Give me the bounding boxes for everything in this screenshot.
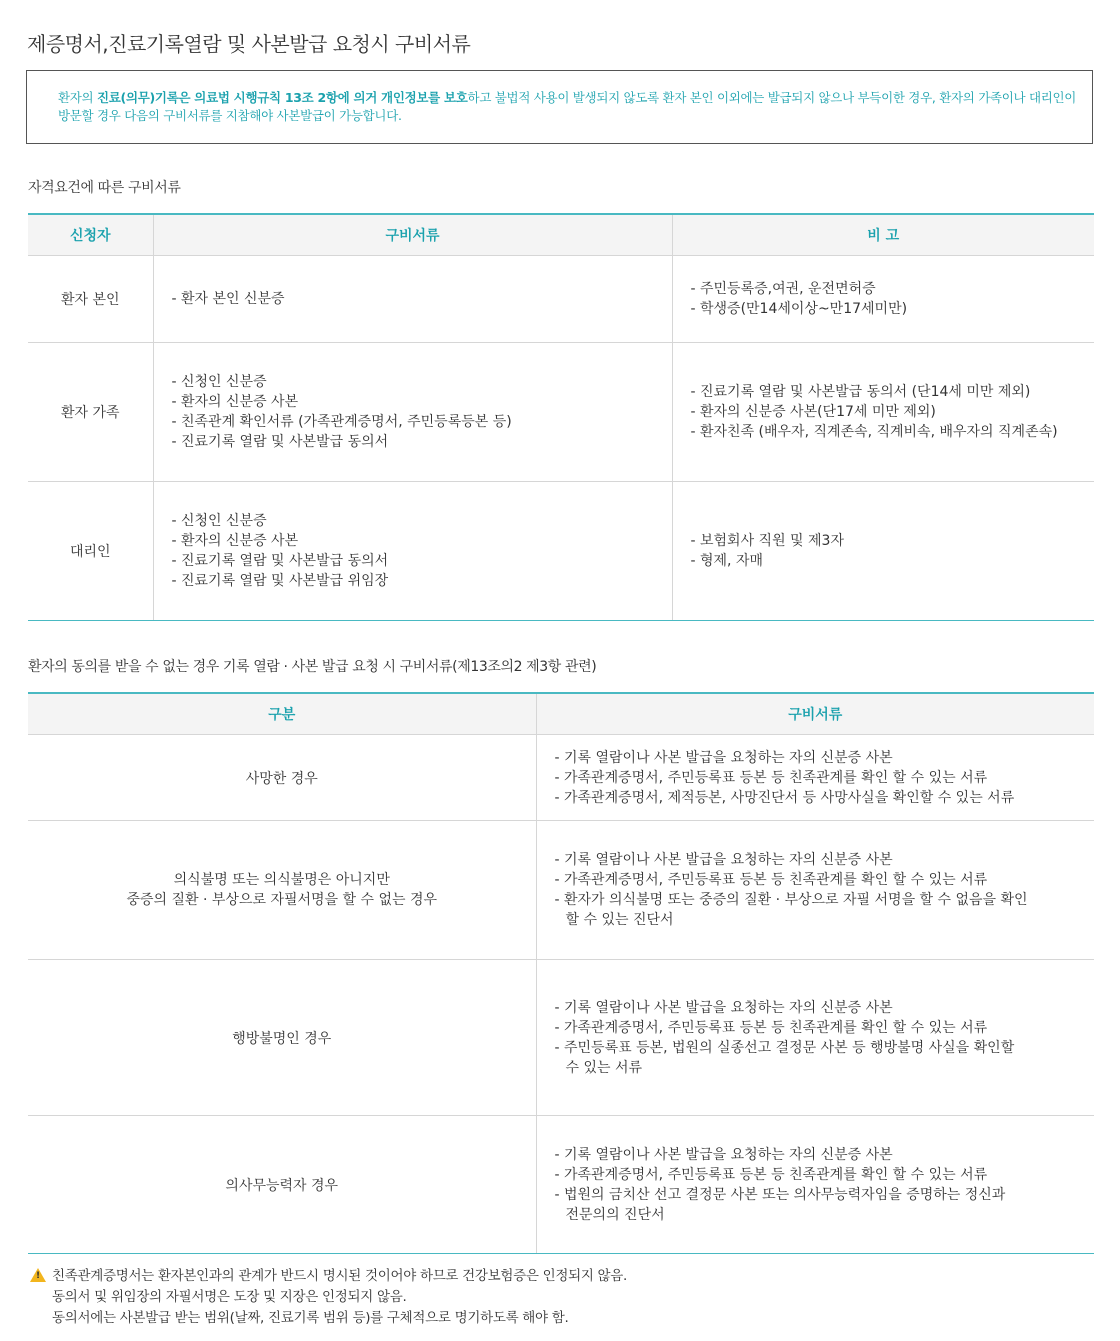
- notice-prefix: 환자의: [58, 90, 97, 105]
- footnote-line: ! 친족관계증명서는 환자본인과의 관계가 반드시 명시된 것이어야 하므로 건강보험증은 인정되지 않음.: [30, 1266, 627, 1287]
- header-documents: 구비서류: [536, 693, 1094, 735]
- list-item: - 가족관계증명서, 제적등본, 사망진단서 등 사망사실을 확인할 수 있는 서류: [554, 789, 1015, 806]
- notice-suffix: 하고 불법적 사용이 발생되지 않도록 환자 본인 이외에는 발급되지 않으나 부득이한 경우, 환자의 가족이나 대리인이 방문할 경우 다음의 구비서류를 지참해야 사본발급이 가능합니다.: [58, 90, 1077, 123]
- table-header-row: [28, 214, 1094, 256]
- category-cell: [28, 960, 536, 1116]
- category-line: 중증의 질환 · 부상으로 자필서명을 할 수 없는 경우: [126, 892, 438, 908]
- category-cell: [28, 1116, 536, 1254]
- table-row: [28, 256, 1094, 343]
- list-item: - 기록 열람이나 사본 발급을 요청하는 자의 신분증 사본: [554, 1146, 893, 1163]
- header-category: 구분: [28, 693, 536, 735]
- list-item: - 기록 열람이나 사본 발급을 요청하는 자의 신분증 사본: [554, 749, 893, 766]
- list-item: - 형제, 자매: [690, 553, 763, 569]
- documents-cell: [536, 821, 1094, 960]
- table-row: [28, 735, 1094, 821]
- list-item: - 가족관계증명서, 주민등록표 등본 등 친족관계를 확인 할 수 있는 서류: [554, 1166, 988, 1183]
- list-item: - 가족관계증명서, 주민등록표 등본 등 친족관계를 확인 할 수 있는 서류: [554, 1019, 988, 1036]
- list-item: - 환자의 신분증 사본(단17세 미만 제외): [690, 404, 936, 420]
- no-consent-table: [28, 692, 1094, 1254]
- documents-cell: [536, 960, 1094, 1116]
- category-line: 사망한 경우: [245, 770, 318, 787]
- warning-icon: !: [30, 1268, 46, 1282]
- list-item: - 친족관계 확인서류 (가족관계증명서, 주민등록등본 등): [171, 414, 512, 430]
- list-item: - 환자친족 (배우자, 직계존속, 직계비속, 배우자의 직계존속): [690, 424, 1058, 440]
- category-line: 의사무능력자 경우: [225, 1177, 339, 1194]
- documents-cell: [153, 256, 672, 343]
- list-item: - 신청인 신분증: [171, 374, 267, 390]
- section2-title: 환자의 동의를 받을 수 없는 경우 기록 열람 · 사본 발급 요청 시 구비서류(제13조의2 제3항 관련): [28, 659, 597, 675]
- footnotes: [30, 1266, 627, 1329]
- table-row: [28, 1116, 1094, 1254]
- notice-box: [26, 70, 1093, 144]
- list-item: - 진료기록 열람 및 사본발급 동의서: [171, 434, 389, 450]
- documents-cell: [153, 343, 672, 482]
- table-row: [28, 821, 1094, 960]
- list-item: - 환자의 신분증 사본: [171, 533, 299, 549]
- applicant-cell: 환자 가족: [28, 343, 153, 482]
- notes-cell: [672, 343, 1094, 482]
- list-item: - 기록 열람이나 사본 발급을 요청하는 자의 신분증 사본: [554, 852, 893, 868]
- table-row: [28, 343, 1094, 482]
- documents-cell: [153, 482, 672, 621]
- list-item: - 주민등록증,여권, 운전면허증: [690, 281, 876, 297]
- section1-title: 자격요건에 따른 구비서류: [28, 180, 181, 196]
- category-cell: [28, 735, 536, 821]
- list-item: - 기록 열람이나 사본 발급을 요청하는 자의 신분증 사본: [554, 999, 893, 1016]
- list-item: - 가족관계증명서, 주민등록표 등본 등 친족관계를 확인 할 수 있는 서류: [554, 769, 988, 786]
- category-line: 행방불명인 경우: [232, 1030, 332, 1047]
- applicant-cell: 환자 본인: [28, 256, 153, 343]
- list-item: - 보험회사 직원 및 제3자: [690, 533, 844, 549]
- list-item: - 환자가 의식불명 또는 중증의 질환 · 부상으로 자필 서명을 할 수 없음을 확인할 수 있는 진단서: [554, 892, 1028, 928]
- documents-cell: [536, 735, 1094, 821]
- header-documents: 구비서류: [153, 214, 672, 256]
- footnote-line: 동의서에는 사본발급 받는 범위(날짜, 진료기록 범위 등)를 구체적으로 명기하도록 해야 함.: [52, 1310, 569, 1326]
- footnote-line: 동의서 및 위임장의 자필서명은 도장 및 지장은 인정되지 않음.: [52, 1289, 407, 1305]
- header-notes: 비 고: [672, 214, 1094, 256]
- notes-cell: [672, 482, 1094, 621]
- list-item: - 가족관계증명서, 주민등록표 등본 등 친족관계를 확인 할 수 있는 서류: [554, 872, 988, 888]
- list-item: - 환자 본인 신분증: [171, 291, 285, 307]
- list-item: - 환자의 신분증 사본: [171, 394, 299, 410]
- list-item: - 진료기록 열람 및 사본발급 동의서 (단14세 미만 제외): [690, 384, 1031, 400]
- category-line: 의식불명 또는 의식불명은 아니지만: [173, 872, 390, 888]
- applicant-cell: 대리인: [28, 482, 153, 621]
- notice-text: [58, 89, 1078, 125]
- category-cell: [28, 821, 536, 960]
- page-title: 제증명서,진료기록열람 및 사본발급 요청시 구비서류: [27, 32, 471, 56]
- requirements-table: [28, 213, 1094, 621]
- notice-emphasis: 진료(의무)기록은 의료법 시행규칙 13조 2항에 의거 개인정보를 보호: [97, 90, 468, 105]
- table-row: [28, 482, 1094, 621]
- table-row: [28, 960, 1094, 1116]
- table-header-row: [28, 693, 1094, 735]
- list-item: - 진료기록 열람 및 사본발급 위임장: [171, 573, 389, 589]
- documents-cell: [536, 1116, 1094, 1254]
- list-item: - 학생증(만14세이상~만17세미만): [690, 301, 908, 317]
- list-item: - 법원의 금치산 선고 결정문 사본 또는 의사무능력자임을 증명하는 정신과 전문의의 진단서: [554, 1186, 1006, 1223]
- header-applicant: 신청자: [28, 214, 153, 256]
- list-item: - 주민등록표 등본, 법원의 실종선고 결정문 사본 등 행방불명 사실을 확인할 수 있는 서류: [554, 1039, 1015, 1076]
- list-item: - 진료기록 열람 및 사본발급 동의서: [171, 553, 389, 569]
- list-item: - 신청인 신분증: [171, 513, 267, 529]
- notes-cell: [672, 256, 1094, 343]
